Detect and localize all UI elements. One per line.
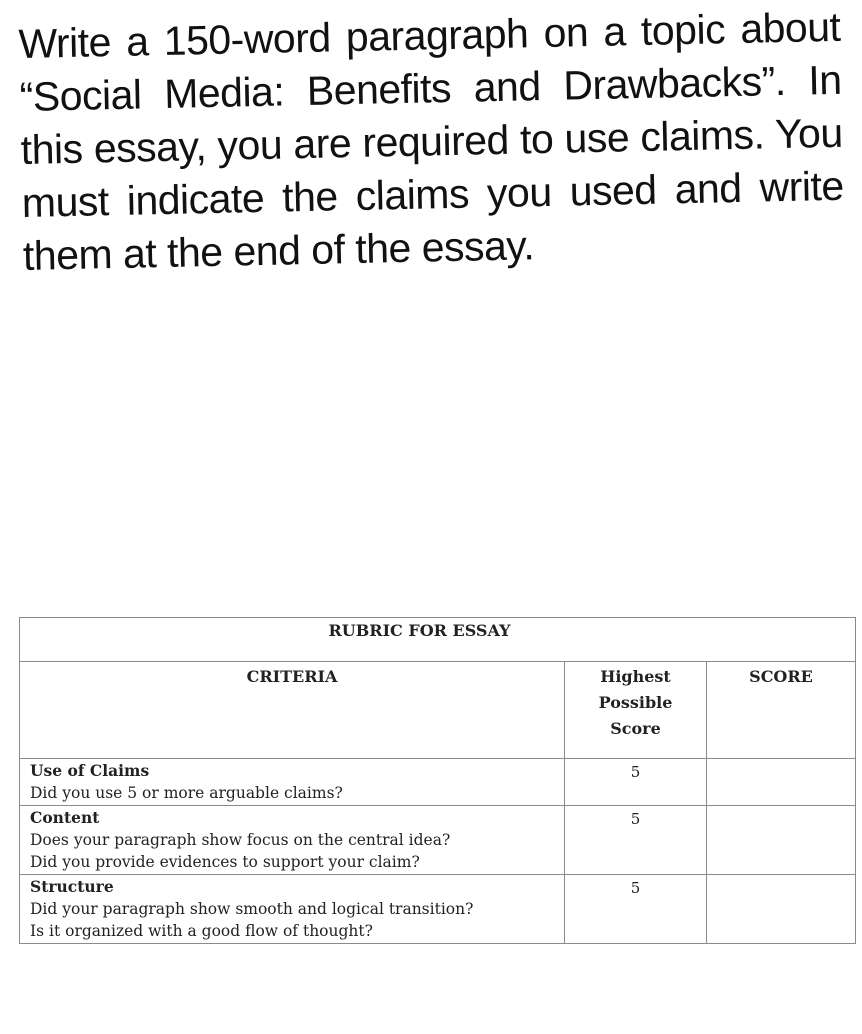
rubric-header-row (20, 662, 856, 759)
score-entry-cell[interactable] (707, 759, 856, 806)
rubric-title-row (20, 618, 856, 662)
criterion-question: Does your paragraph show focus on the central idea? (30, 831, 451, 849)
highest-score-value: 5 (565, 875, 707, 944)
highest-score-value: 5 (565, 759, 707, 806)
criteria-header-label: CRITERIA (246, 667, 338, 686)
highest-header-line-3: Score (610, 719, 661, 738)
rubric-title-cell (20, 618, 856, 662)
criterion-title: Structure (30, 877, 114, 896)
criterion-cell (20, 806, 565, 875)
highest-header-line-2: Possible (598, 693, 673, 712)
criteria-header (20, 662, 565, 759)
highest-score-header (565, 662, 707, 759)
criterion-question: Did you provide evidences to support your claim? (30, 853, 420, 871)
criterion-cell (20, 759, 565, 806)
score-header (707, 662, 856, 759)
table-row (20, 759, 856, 806)
highest-header-line-1: Highest (600, 667, 671, 686)
criterion-question: Did your paragraph show smooth and logical transition? (30, 900, 474, 918)
rubric-title: RUBRIC FOR ESSAY (328, 621, 511, 640)
criterion-title: Content (30, 808, 100, 827)
table-row (20, 875, 856, 944)
criterion-question: Did you use 5 or more arguable claims? (30, 784, 343, 802)
score-entry-cell[interactable] (707, 806, 856, 875)
rubric-table (19, 617, 856, 944)
criterion-cell (20, 875, 565, 944)
highest-score-value: 5 (565, 806, 707, 875)
criterion-question: Is it organized with a good flow of thought? (30, 922, 373, 940)
table-row (20, 806, 856, 875)
score-entry-cell[interactable] (707, 875, 856, 944)
essay-prompt: Write a 150-word paragraph on a topic about “Social Media: Benefits and Drawbacks”. In this essay, you are required to use claims. You must indicate the claims you used and write them at the end of the essay. (18, 3, 845, 279)
score-header-label: SCORE (749, 667, 813, 686)
criterion-title: Use of Claims (30, 761, 150, 780)
